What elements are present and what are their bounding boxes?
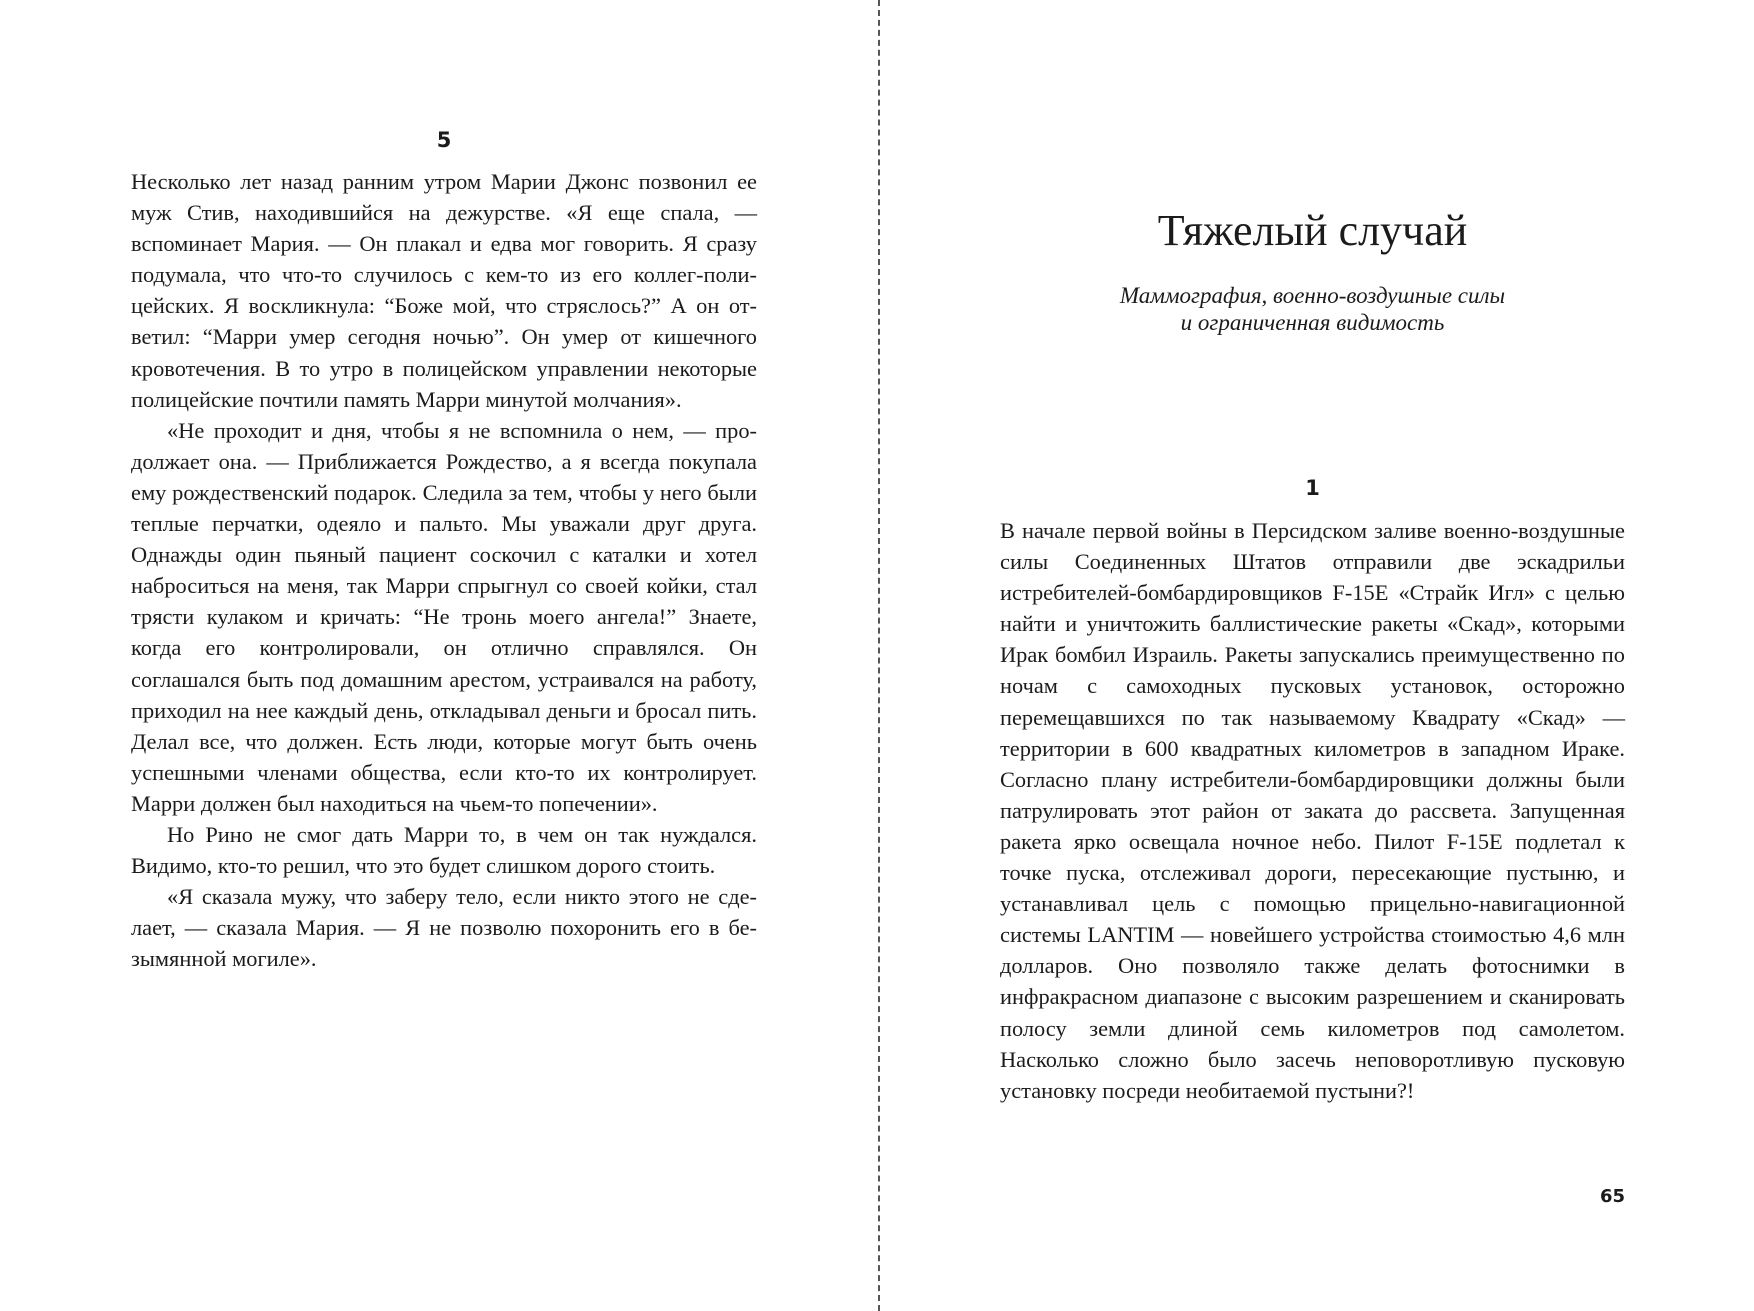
paragraph: Несколько лет назад ранним утром Марии Джонс позвонил ее муж Стив, находившийся на дежурстве. «Я еще спала, — вспоминает Мария. — Он плакал и едва мог говорить. Я сразу подумала, что что-то случилось с кем-то из его коллег-полицейских. Я воскликнула: “Боже мой, что стряслось?” А он ответил: “Марри умер сегодня ночью”. Он умер от кишечного кровотечения. В то утро в полицейском управлении некоторые полицейские почтили память Марри минутой молчания». (131, 169, 757, 412)
chapter-subtitle-line: и ограниченная видимость (1180, 310, 1445, 335)
body-text (131, 166, 757, 974)
paragraph: Но Рино не смог дать Марри то, в чем он так нуждался. Видимо, кто-то решил, что это будет слишком дорого стоить. (131, 821, 757, 879)
paragraph: «Я сказала мужу, что заберу тело, если никто этого не сделает, — сказала Мария. — Я не позволю похоронить его в безымянной могиле». (131, 884, 757, 972)
page-number: 65 (1599, 1186, 1625, 1207)
paragraph: В начале первой войны в Персидском заливе военно-воздушные силы Соединенных Штатов отправили две эскадрильи истребителей-бомбардировщиков F-15E «Страйк Игл» с целью найти и уничтожить баллистические ракеты «Скад», которыми Ирак бомбил Израиль. Ракеты запускались преимущественно по ночам с самоходных пусковых установок, осторожно перемещавшихся по так называемому Квадрату «Скад» — территории в 600 квадратных километров в западном Ираке. Согласно плану истребители-бомбардировщики должны были патрулировать этот район от заката до рассвета. Запущенная ракета ярко освещала ночное небо. Пилот F-15E подлетал к точке пуска, отслеживал дороги, пересекающие пустыню, и устанавливал цель с помощью прицельно-навигационной системы LANTIM — новейшего устройства стоимостью 4,6 млн долларов. Оно позволяло также делать фотоснимки в инфракрасном диапазоне с высоким разрешением и сканировать полосу земли длиной семь километров под самолетом. Насколько сложно было засечь неповоротливую пусковую установку посреди необитаемой пустыни?! (1000, 518, 1625, 1103)
section-number: 1 (1305, 476, 1320, 500)
chapter-subtitle (1000, 282, 1625, 336)
paragraph: «Не проходит и дня, чтобы я не вспомнила о нем, — продолжает она. — Приближается Рождество, а я всегда покупала ему рождественский подарок. Следила за тем, чтобы у него были теплые перчатки, одеяло и пальто. Мы уважали друг друга. Однажды один пьяный пациент соскочил с каталки и хотел наброситься на меня, так Марри спрыгнул со своей койки, стал трясти кулаком и кричать: “Не тронь моего ангела!” Знаете, когда его контролировали, он отлично справлялся. Он соглашался быть под домашним арестом, устраивался на работу, приходил на нее каждый день, откладывал деньги и бросал пить. Делал все, что должен. Есть люди, которые могут быть очень успешными членами общества, если кто-то их контролирует. Марри должен был находиться на чьем-то попечении». (131, 417, 757, 816)
chapter-subtitle-line: Маммография, военно-воздушные силы (1119, 283, 1506, 308)
page-gutter-divider (878, 0, 880, 1311)
body-text (1000, 515, 1625, 1106)
chapter-title: Тяжелый случай (1157, 206, 1468, 255)
section-number: 5 (436, 128, 452, 152)
